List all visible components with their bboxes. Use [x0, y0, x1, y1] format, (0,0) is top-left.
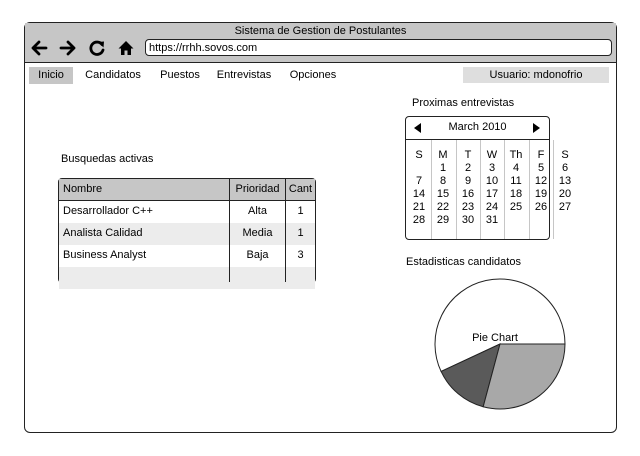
- calendar-day[interactable]: 18: [509, 188, 523, 200]
- menu-item-inicio[interactable]: Inicio: [29, 67, 73, 84]
- calendar-day[interactable]: 23: [461, 201, 475, 213]
- calendar-day[interactable]: 6: [561, 162, 569, 174]
- calendar-month: March 2010: [448, 121, 507, 133]
- busquedas-table: [58, 178, 316, 283]
- section-title-entrevistas: Proximas entrevistas: [412, 97, 515, 109]
- calendar-day[interactable]: 13: [558, 175, 572, 187]
- section-title-estadisticas: Estadisticas candidatos: [406, 256, 521, 268]
- reload-button[interactable]: [87, 38, 107, 58]
- table-cell-cant[interactable]: 1: [297, 205, 304, 217]
- calendar-column-divider: [456, 140, 457, 239]
- calendar-day[interactable]: 11: [510, 175, 522, 187]
- home-icon: [117, 39, 135, 57]
- calendar-column-divider: [553, 140, 554, 239]
- title-bar: [25, 23, 616, 63]
- calendar-weekday: F: [537, 149, 545, 161]
- user-indicator: Usuario: mdonofrio: [463, 67, 609, 83]
- table-cell-prioridad[interactable]: Media: [242, 227, 273, 239]
- calendar-weekday: T: [464, 149, 472, 161]
- calendar-day[interactable]: 2: [464, 162, 472, 174]
- table-cell-prioridad[interactable]: Alta: [248, 205, 267, 217]
- calendar-day[interactable]: 29: [436, 214, 450, 226]
- home-button[interactable]: [116, 38, 136, 58]
- calendar-day[interactable]: 21: [412, 201, 426, 213]
- calendar-day[interactable]: 4: [512, 162, 520, 174]
- calendar-day[interactable]: 7: [415, 175, 423, 187]
- calendar-weekday: M: [438, 149, 448, 161]
- calendar-day[interactable]: 8: [439, 175, 447, 187]
- table-cell-nombre[interactable]: Desarrollador C++: [63, 205, 153, 217]
- calendar-day[interactable]: 26: [534, 201, 548, 213]
- pie-slices: [435, 279, 565, 409]
- back-button[interactable]: [29, 38, 49, 58]
- menu-item-opciones[interactable]: Opciones: [289, 69, 337, 81]
- window-title: Sistema de Gestion de Postulantes: [234, 25, 407, 37]
- calendar-day[interactable]: 17: [485, 188, 499, 200]
- calendar-day[interactable]: 30: [461, 214, 475, 226]
- calendar-day[interactable]: 9: [464, 175, 472, 187]
- reload-icon: [88, 39, 106, 57]
- menu-item-puestos[interactable]: Puestos: [160, 69, 200, 81]
- stats-pie-chart: [425, 274, 575, 414]
- forward-arrow-icon: [59, 39, 77, 57]
- table-cell-cant[interactable]: 3: [297, 249, 304, 261]
- pie-chart-label: Pie Chart: [472, 332, 518, 344]
- menu-item-candidatos[interactable]: Candidatos: [85, 69, 141, 81]
- column-header-nombre[interactable]: Nombre: [63, 183, 103, 195]
- calendar-day[interactable]: 24: [485, 201, 499, 213]
- calendar-day[interactable]: 22: [436, 201, 450, 213]
- calendar-column-divider: [431, 140, 432, 239]
- calendar-day[interactable]: 10: [485, 175, 499, 187]
- calendar-day[interactable]: 20: [558, 188, 572, 200]
- menu-item-entrevistas[interactable]: Entrevistas: [216, 69, 272, 81]
- back-arrow-icon: [30, 39, 48, 57]
- calendar-day[interactable]: 15: [436, 188, 450, 200]
- table-cell-nombre[interactable]: Analista Calidad: [63, 227, 143, 239]
- url-field[interactable]: [145, 39, 612, 56]
- calendar-day[interactable]: 28: [412, 214, 426, 226]
- calendar-day[interactable]: 1: [439, 162, 447, 174]
- column-header-prioridad[interactable]: Prioridad: [235, 183, 280, 195]
- calendar-weekday: Th: [509, 149, 523, 161]
- table-cell-nombre[interactable]: Business Analyst: [63, 249, 147, 261]
- calendar-day[interactable]: 14: [412, 188, 426, 200]
- table-cell-prioridad[interactable]: Baja: [246, 249, 269, 261]
- calendar-column-divider: [529, 140, 530, 239]
- calendar-day[interactable]: 3: [488, 162, 496, 174]
- calendar-weekday: W: [486, 149, 498, 161]
- calendar-day[interactable]: 27: [558, 201, 572, 213]
- forward-button[interactable]: [58, 38, 78, 58]
- calendar-header: [406, 117, 549, 140]
- browser-window: [24, 22, 617, 433]
- calendar-day[interactable]: 16: [461, 188, 475, 200]
- section-title-busquedas: Busquedas activas: [61, 153, 154, 165]
- calendar-day[interactable]: 5: [537, 162, 545, 174]
- calendar: [405, 116, 572, 240]
- next-month-button[interactable]: [531, 123, 541, 133]
- calendar-day[interactable]: 31: [485, 214, 499, 226]
- calendar-column-divider: [504, 140, 505, 239]
- column-header-cant[interactable]: Cant: [288, 183, 313, 195]
- calendar-day[interactable]: 19: [534, 188, 548, 200]
- calendar-weekday: S: [415, 149, 423, 161]
- calendar-day[interactable]: 25: [509, 201, 523, 213]
- calendar-weekday: S: [561, 149, 569, 161]
- table-cell-cant[interactable]: 1: [297, 227, 304, 239]
- calendar-day[interactable]: 12: [534, 175, 548, 187]
- calendar-column-divider: [480, 140, 481, 239]
